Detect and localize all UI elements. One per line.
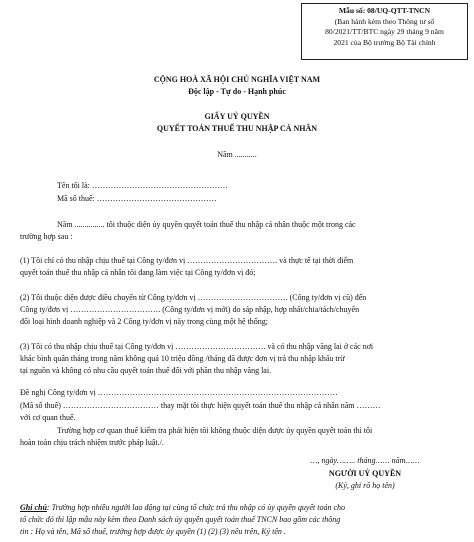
case-3-line: khác bình quân tháng trong năm không quá 10 triệu đồng /tháng đã được đơn vị trả thu nhập khấu trừ (20, 354, 345, 363)
commitment-line: hoàn toàn chịu trách nhiệm trước pháp luật./. (20, 438, 164, 447)
document-title: GIẤY UỶ QUYỀN (204, 112, 270, 121)
form-code-box (301, 3, 468, 60)
signature-date: …, ngày…….. tháng…… năm…… (310, 456, 420, 465)
case-3-line: (3) Tôi có thu nhập chịu thuế tại Công ty/đơn vị ……………………………. và có thu nhập vãng lai ở các nơi (20, 342, 374, 351)
document-year: Năm ........... (217, 150, 257, 159)
tax-code-field: Mã số thuế: ……………………………………… (57, 194, 217, 203)
form-issuance-line: 80/2021/TT/BTC ngày 29 tháng 9 năm (325, 27, 444, 37)
note-text: : Trường hợp nhiều người lao động tại cùng tổ chức trả thu nhập có ủy quyền quyết toán cho (46, 503, 345, 512)
intro-line: trường hợp sau : (20, 232, 73, 241)
republic-heading: CỘNG HOÀ XÃ HỘI CHỦ NGHĨA VIỆT NAM (153, 75, 321, 84)
request-line: (Mã số thuế) ……………………………… thay mặt tôi thực hiện quyết toán thuế thu nhập cá nhân năm ……… (20, 401, 381, 410)
commitment-line: Trường hợp cơ quan thuế kiểm tra phát hiện tôi không thuộc diện được ủy quyền quyết toán thì tôi (57, 426, 373, 435)
signature-title: NGƯỜI UỶ QUYỀN (328, 469, 402, 478)
signature-note: (Ký, ghi rõ họ tên) (335, 481, 395, 490)
document-subtitle: QUYẾT TOÁN THUẾ THU NHẬP CÁ NHÂN (156, 124, 318, 133)
request-line: Đề nghị Công ty/đơn vị ……………………………………………………………………………… (20, 388, 338, 397)
case-2-line: Công ty/đơn vị ……………………………. (Công ty/đơn vị mới) do sáp nhập, hợp nhất/chia/tách/chuyển (20, 305, 360, 314)
form-issuance-line: 2021 của Bộ trưởng Bộ Tài chính (333, 37, 436, 47)
case-1-line: quyết toán thuế thu nhập cá nhân tôi đang làm việc tại Công ty/đơn vị đó; (20, 268, 256, 277)
note-label: Ghi chú (20, 503, 47, 512)
case-2-line: (2) Tôi thuộc diện được điều chuyển từ Công ty/đơn vị ……………………………. (Công ty/đơn vị cũ) đến (20, 293, 367, 302)
note-line: tổ chức đó thì lập mẫu này kèm theo Danh sách ủy quyền quyết toán thuế TNCN bao gồm các thông (20, 515, 341, 524)
case-3-line: tại nguồn và không có nhu cầu quyết toán thuế đối với phần thu nhập vãng lai. (20, 366, 272, 375)
note-line: tin : Họ và tên, Mã số thuế, trường hợp được ủy quyền (1) (2) (3) nêu trên, Ký tên . (20, 527, 286, 536)
case-1-line: (1) Tôi chỉ có thu nhập chịu thuế tại Công ty/đơn vị ……………………………. và thực tế tại thời điểm (20, 256, 354, 265)
form-issuance-line: (Ban hành kèm theo Thông tư số (334, 16, 435, 26)
case-2-line: đổi loại hình doanh nghiệp và 2 Công ty/đơn vị này trong cùng một hệ thống; (20, 317, 268, 326)
form-code: Mẫu số: 08/UQ-QTT-TNCN (338, 6, 431, 15)
name-field: Tên tôi là: …………………………………………… (57, 181, 228, 190)
intro-line: Năm ............... tôi thuộc diện ủy quyền quyết toán thuế thu nhập cá nhân thuộc một trong các (57, 220, 356, 229)
national-motto: Độc lập - Tự do - Hạnh phúc (188, 87, 286, 96)
request-line: với cơ quan thuế. (20, 413, 76, 422)
note-line (20, 503, 345, 513)
